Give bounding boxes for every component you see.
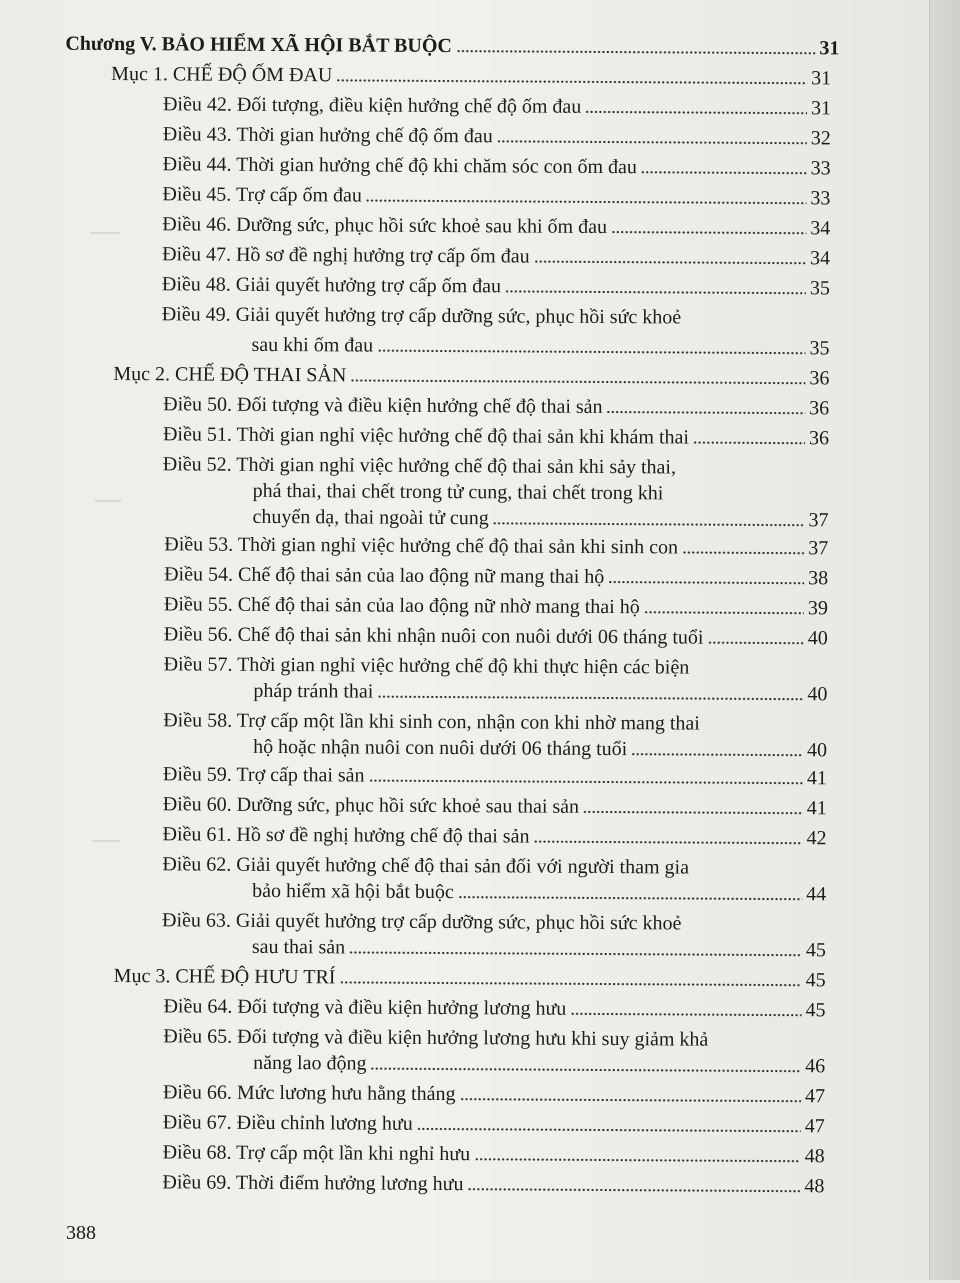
toc-entry[interactable] (162, 243, 831, 270)
toc-page-number: 31 (811, 67, 832, 90)
leader-dots (467, 1187, 800, 1193)
toc-entry[interactable] (252, 505, 829, 532)
toc-chapter[interactable] (65, 32, 840, 60)
toc-page-number: 39 (807, 597, 829, 620)
toc-entry-label: hộ hoặc nhận nuôi con nuôi dưới 06 tháng tuổi (253, 735, 628, 761)
toc-entry[interactable] (161, 273, 830, 300)
toc-page-number: 35 (809, 337, 830, 360)
toc-page-number: 46 (805, 1055, 826, 1078)
toc-page-number: 40 (807, 627, 828, 650)
toc-entry[interactable] (163, 393, 830, 420)
toc-entry-line: Điều 49. Giải quyết hưởng trợ cấp dưỡng sức, phục hồi sức khoẻ (161, 303, 682, 329)
toc-entry-label: Điều 61. Hồ sơ đề nghị hưởng chế độ thai sản (162, 823, 530, 848)
toc-chapter-label: Chương V. BẢO HIỂM XÃ HỘI BẮT BUỘC (65, 32, 452, 58)
toc-section[interactable] (111, 62, 832, 90)
toc-entry[interactable] (163, 593, 829, 620)
toc-entry-label: Điều 53. Thời gian nghỉ việc hưởng chế độ thai sản khi sinh con (164, 533, 679, 559)
toc-entry-line: Điều 63. Giải quyết hưởng trợ cấp dưỡng sức, phục hồi sức khoẻ (161, 909, 682, 935)
toc-entry[interactable] (253, 679, 828, 706)
toc-page-number: 36 (809, 367, 830, 390)
toc-page-number: 40 (807, 683, 828, 706)
toc-entry-label: Điều 51. Thời gian nghỉ việc hưởng chế độ thai sản khi khám thai (162, 423, 690, 449)
toc-page-number: 48 (804, 1145, 825, 1168)
leader-dots (349, 950, 802, 957)
leader-dots (534, 840, 803, 846)
toc-entry[interactable] (164, 563, 829, 590)
toc-page-number: 45 (805, 969, 826, 992)
toc-entry-label: Điều 42. Đối tượng, điều kiện hưởng chế độ ốm đau (162, 93, 582, 118)
toc-entry[interactable] (162, 1111, 825, 1138)
toc-entry[interactable] (163, 623, 828, 650)
toc-entry-label: Điều 60. Dưỡng sức, phục hồi sức khoẻ sau thai sản (162, 793, 580, 818)
toc-entry-label: Điều 46. Dưỡng sức, phục hồi sức khoẻ sau khi ốm đau (162, 213, 608, 239)
toc-entry[interactable] (162, 183, 831, 210)
toc-entry-label: Điều 50. Đối tượng và điều kiện hưởng chế độ thai sản (163, 393, 603, 418)
toc-page-number: 32 (810, 127, 831, 150)
leader-dots (456, 49, 815, 55)
leader-dots (606, 410, 805, 415)
toc-entry-label: Điều 54. Chế độ thai sản của lao động nữ mang thai hộ (164, 563, 605, 589)
toc-page-number: 47 (804, 1115, 825, 1138)
toc-entry[interactable] (162, 1171, 825, 1198)
toc-entry-label: Điều 68. Trợ cấp một lần khi nghỉ hưu (162, 1141, 471, 1166)
leader-dots (340, 980, 802, 987)
leader-dots (350, 378, 805, 385)
leader-dots (611, 230, 806, 235)
leader-dots (378, 349, 806, 356)
leader-dots (417, 1127, 801, 1133)
leader-dots (631, 752, 803, 757)
toc-entry-label: Điều 44. Thời gian hưởng chế độ khi chăm sóc con ốm đau (162, 153, 638, 179)
toc-section-label: Mục 1. CHẾ ĐỘ ỐM ĐAU (111, 62, 333, 87)
toc-entry-label: Điều 64. Đối tượng và điều kiện hưởng lương hưu (163, 995, 567, 1020)
toc-entry-line: Điều 58. Trợ cấp một lần khi sinh con, nhận con khi nhờ mang thai (163, 709, 700, 735)
toc-page-number: 35 (809, 277, 830, 300)
leader-dots (475, 1157, 801, 1163)
toc-page-number: 45 (805, 939, 826, 962)
toc-section[interactable] (113, 965, 826, 992)
toc-page-number: 36 (809, 397, 830, 420)
toc-entry-label: pháp tránh thai (253, 679, 374, 703)
leader-dots (497, 139, 807, 145)
toc-page-number: 31 (819, 37, 840, 60)
toc-page-number: 37 (808, 537, 829, 560)
toc-entry[interactable] (162, 823, 827, 850)
leader-dots (644, 610, 804, 615)
toc-entry[interactable] (164, 533, 829, 560)
toc-entry[interactable] (162, 1141, 825, 1168)
leader-dots (534, 260, 806, 266)
toc-page-number: 44 (806, 883, 827, 906)
toc-entry-label: Điều 56. Chế độ thai sản khi nhận nuôi con nuôi dưới 06 tháng tuổi (163, 623, 704, 649)
toc-page-number: 47 (804, 1085, 826, 1108)
toc-entry[interactable] (162, 123, 831, 150)
leader-dots (370, 1067, 801, 1074)
toc-page-number: 45 (805, 999, 826, 1022)
toc-entry[interactable] (252, 879, 827, 906)
toc-entry-label: Điều 48. Giải quyết hưởng trợ cấp ốm đau (161, 273, 502, 298)
toc-entry-label: Điều 45. Trợ cấp ốm đau (162, 183, 362, 207)
toc-entry-label: bảo hiểm xã hội bắt buộc (252, 879, 454, 904)
toc-entry-line: Điều 62. Giải quyết hưởng chế độ thai sản đối với người tham gia (162, 853, 690, 879)
leader-dots (377, 695, 803, 702)
toc-entry-line: phá thai, thai chết trong tử cung, thai chết trong khi (252, 479, 664, 505)
toc-section-label: Mục 2. CHẾ ĐỘ THAI SẢN (113, 363, 347, 387)
toc-page-number: 31 (810, 97, 832, 120)
toc-entry-label: Điều 66. Mức lương hưu hằng tháng (162, 1081, 456, 1106)
toc-entry-label: năng lao động (253, 1051, 367, 1075)
toc-entry[interactable] (253, 735, 828, 762)
toc-entry[interactable] (162, 153, 831, 180)
leader-dots (369, 779, 803, 786)
leader-dots (585, 110, 807, 115)
leader-dots (336, 78, 807, 85)
toc-entry[interactable] (253, 1051, 826, 1078)
toc-entry[interactable] (251, 333, 830, 360)
toc-entry-label: sau thai sản (251, 935, 346, 959)
toc-entry[interactable] (163, 995, 826, 1022)
leader-dots (608, 580, 804, 585)
toc-entry[interactable] (251, 935, 826, 962)
leader-dots (693, 441, 805, 446)
toc-entry-label: Điều 43. Thời gian hưởng chế độ ốm đau (162, 123, 493, 148)
toc-entry-line: Điều 57. Thời gian nghỉ việc hưởng chế độ khi thực hiện các biện (163, 653, 690, 679)
toc-entry[interactable] (162, 213, 831, 240)
leader-dots (458, 895, 802, 901)
toc-page-number: 38 (808, 567, 829, 590)
toc-entry[interactable] (162, 423, 830, 450)
toc-page-number: 34 (810, 247, 831, 270)
leader-dots (492, 521, 804, 527)
toc-page-number: 34 (810, 217, 831, 240)
toc-page-number: 33 (810, 157, 831, 180)
toc-entry-label: Điều 47. Hồ sơ đề nghị hưởng trợ cấp ốm đau (162, 243, 530, 268)
toc-page-number: 42 (806, 827, 827, 850)
leader-dots (708, 641, 804, 646)
toc-page-number: 33 (810, 187, 831, 210)
toc-page-number: 37 (808, 509, 829, 532)
toc-entry-label: Điều 69. Thời điểm hưởng lương hưu (162, 1171, 464, 1196)
toc-entry[interactable] (162, 763, 827, 790)
toc-section-label: Mục 3. CHẾ ĐỘ HƯU TRÍ (113, 965, 336, 989)
toc-section[interactable] (113, 363, 830, 390)
leader-dots (570, 1012, 801, 1017)
toc-entry[interactable] (162, 793, 827, 820)
toc-entry-label: sau khi ốm đau (251, 333, 374, 357)
toc-entry-label: chuyển dạ, thai ngoài tử cung (252, 505, 489, 530)
toc-entry-line: Điều 65. Đối tượng và điều kiện hưởng lương hưu khi suy giảm khả (163, 1025, 709, 1051)
leader-dots (583, 810, 803, 815)
toc-entry-label: Điều 55. Chế độ thai sản của lao động nữ nhờ mang thai hộ (163, 593, 640, 619)
toc-page-number: 40 (807, 739, 828, 762)
leader-dots (365, 199, 806, 206)
leader-dots (505, 289, 806, 295)
toc-page-number: 41 (806, 797, 827, 820)
leader-dots (641, 170, 807, 175)
toc-page-number: 41 (806, 767, 827, 790)
leader-dots (682, 550, 804, 555)
page-number: 388 (66, 1222, 96, 1244)
toc-page-number: 48 (804, 1175, 825, 1198)
toc-entry[interactable] (162, 93, 832, 120)
toc-entry-label: Điều 59. Trợ cấp thai sản (162, 763, 365, 787)
toc-entry[interactable] (162, 1081, 826, 1108)
toc-page-number: 36 (808, 427, 830, 450)
leader-dots (460, 1097, 801, 1103)
toc-entry-label: Điều 67. Điều chỉnh lương hưu (162, 1111, 413, 1135)
toc-entry-line: Điều 52. Thời gian nghỉ việc hưởng chế độ thai sản khi sảy thai, (162, 453, 677, 479)
